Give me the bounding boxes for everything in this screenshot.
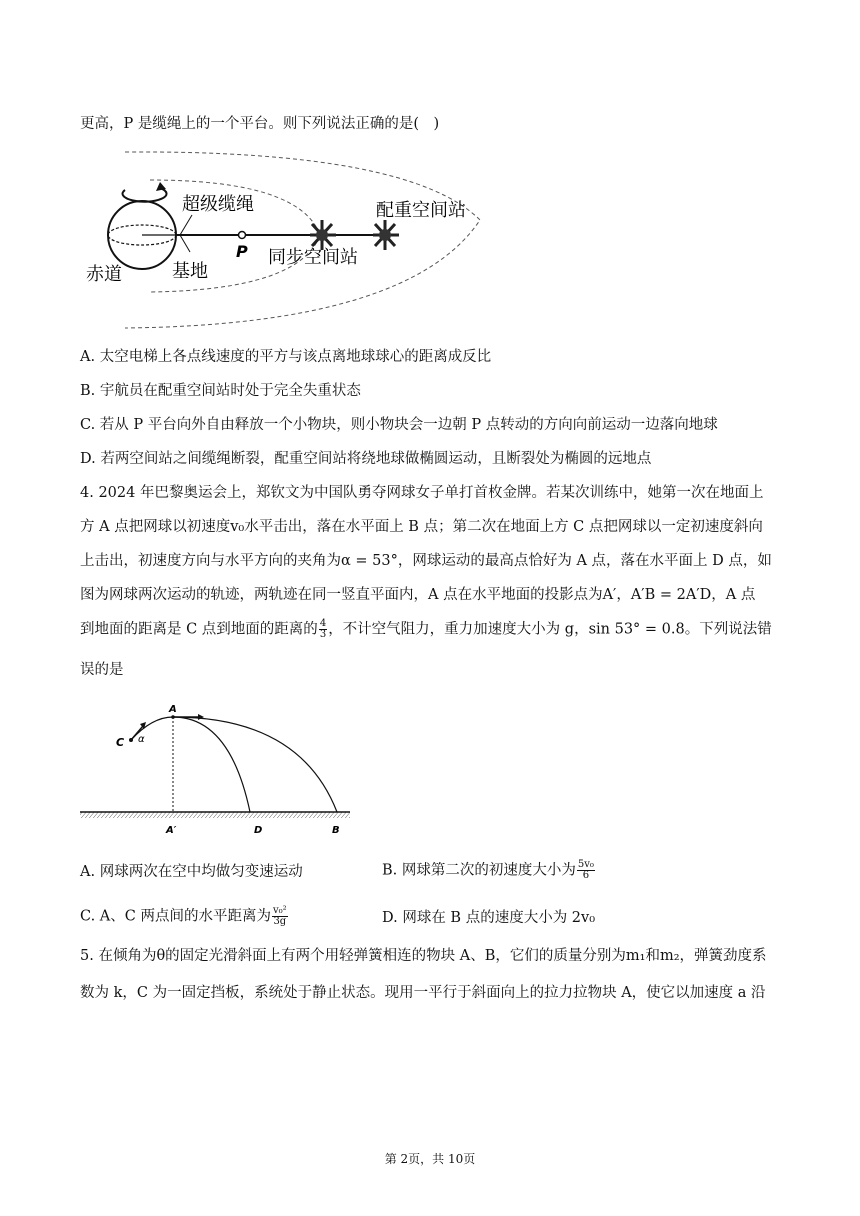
q4-option-c (80, 906, 289, 927)
fraction-v0sq-3g (272, 906, 288, 927)
q4-option-b (382, 860, 596, 881)
q3-option-d: D. 若两空间站之间缆绳断裂，配重空间站将绕地球做椭圆运动，且断裂处为椭圆的远地点 (80, 451, 652, 467)
frac-den: 6 (582, 870, 590, 881)
label-p: P (236, 242, 248, 261)
q4-option-a: A. 网球两次在空中均做匀变速运动 (80, 864, 303, 880)
label-equator: 赤道 (86, 264, 122, 285)
q4-option-d: D. 网球在 B 点的速度大小为 2v₀ (382, 910, 596, 926)
label-counterweight-station: 配重空间站 (376, 200, 466, 221)
q4-option-c-text: C. A、C 两点间的水平距离为 (80, 908, 271, 925)
q5-line-1: 5. 在倾角为θ的固定光滑斜面上有两个用轻弹簧相连的物块 A、B，它们的质量分别为m₁和m₂，弹簧劲度系 (80, 948, 767, 964)
q4-line-1: 4. 2024 年巴黎奥运会上，郑钦文为中国队勇夺网球女子单打首枚金牌。若某次训练中，她第一次在地面上 (80, 485, 764, 501)
counterweight-station-icon (373, 220, 399, 250)
q3-option-a: A. 太空电梯上各点线速度的平方与该点离地球球心的距离成反比 (80, 349, 492, 365)
label-c: C (116, 736, 125, 749)
space-elevator-figure (80, 140, 500, 340)
q4-line-5 (80, 619, 772, 640)
frac-den: 3 (319, 629, 327, 640)
fraction-5v0-6 (577, 860, 595, 881)
q4-line-4: 图为网球两次运动的轨迹，两轨迹在同一竖直平面内，A 点在水平地面的投影点为A′，A′B = 2A′D，A 点 (80, 587, 756, 603)
label-d: D (254, 825, 263, 836)
q4-option-b-text: B. 网球第二次的初速度大小为 (382, 862, 576, 879)
label-sync-station: 同步空间站 (268, 247, 358, 268)
label-b: B (332, 825, 340, 836)
fraction-4-3 (319, 619, 327, 640)
sync-station-icon (310, 220, 336, 250)
label-base: 基地 (172, 261, 208, 282)
label-alpha: α (138, 734, 145, 745)
q5-line-2: 数为 k，C 为一固定挡板，系统处于静止状态。现用一平行于斜面向上的拉力拉物块 A，使它以加速度 a 沿 (80, 985, 766, 1001)
label-cable: 超级缆绳 (182, 194, 254, 215)
q3-option-b: B. 宇航员在配重空间站时处于完全失重状态 (80, 383, 361, 399)
q4-line-5-pre: 到地面的距离是 C 点到地面的距离的 (80, 621, 318, 638)
frac-den: 3g (273, 916, 287, 927)
q4-line-2: 方 A 点把网球以初速度v₀水平击出，落在水平面上 B 点；第二次在地面上方 C 点把网球以一定初速度斜向 (80, 519, 763, 535)
q4-line-6: 误的是 (80, 662, 124, 678)
frac-num: 4 (319, 618, 327, 629)
q3-option-c: C. 若从 P 平台向外自由释放一个小物块，则小物块会一边朝 P 点转动的方向向前运动一边落向地球 (80, 417, 718, 433)
frac-num: v₀² (272, 905, 287, 916)
page-footer: 第 2页，共 10页 (384, 1152, 476, 1166)
q4-line-5-post: ，不计空气阻力，重力加速度大小为 g，sin 53° = 0.8。下列说法错 (328, 621, 772, 638)
label-a: A (169, 704, 177, 715)
label-a-prime: A′ (166, 825, 177, 836)
q4-line-3: 上击出，初速度方向与水平方向的夹角为α = 53°，网球运动的最高点恰好为 A 点，落在水平面上 D 点，如 (80, 553, 772, 569)
trajectory-figure (80, 700, 360, 840)
q3-intro: 更高，P 是缆绳上的一个平台。则下列说法正确的是( ) (80, 116, 440, 132)
frac-num: 5v₀ (577, 859, 594, 870)
